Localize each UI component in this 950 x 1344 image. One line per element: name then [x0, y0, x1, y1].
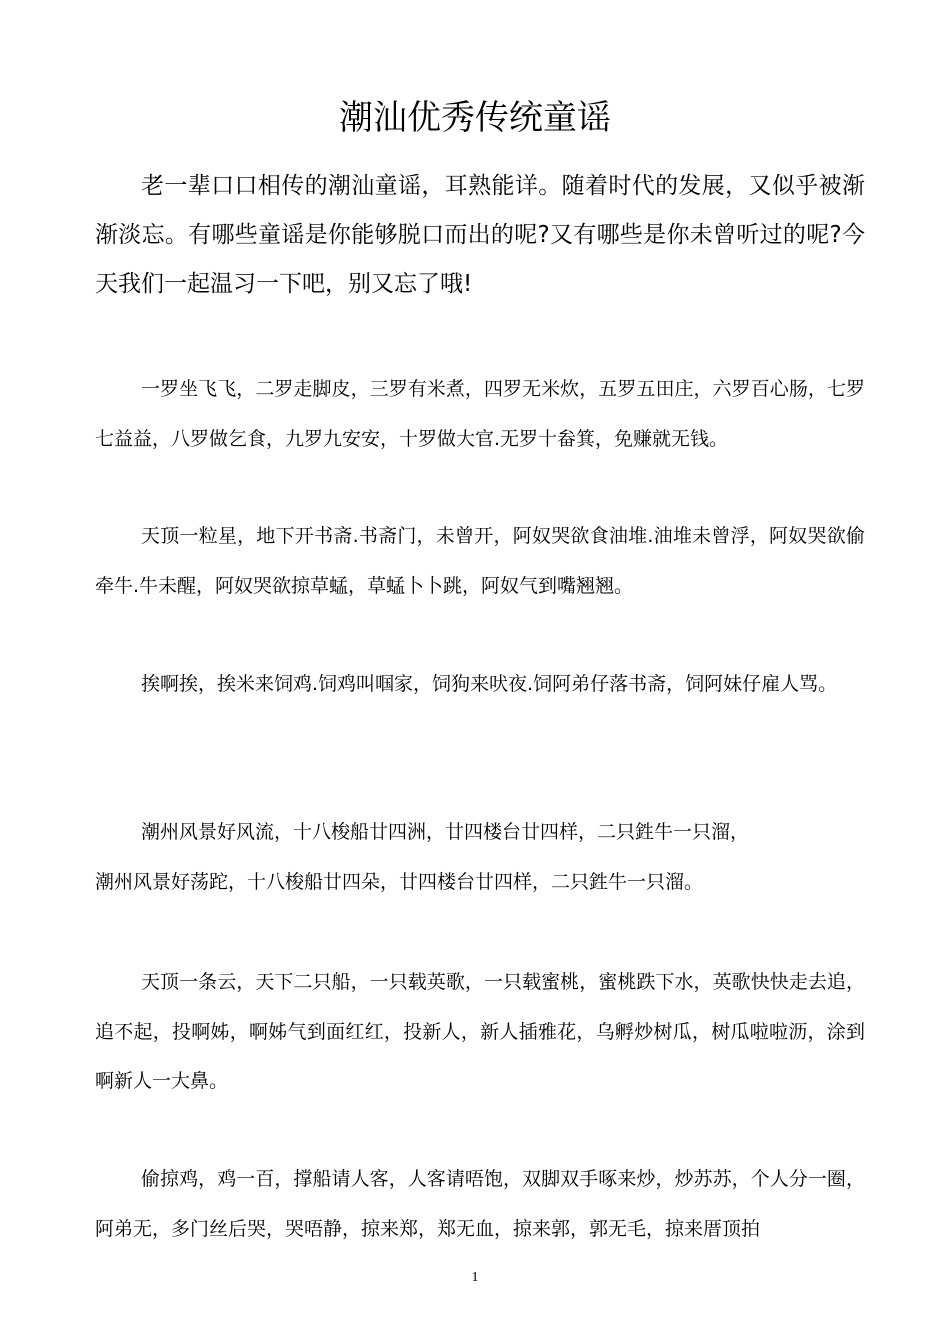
rhyme-paragraph-2: 天顶一粒星，地下开书斋.书斋门，未曾开，阿奴哭欲食油堆.油堆未曾浮，阿奴哭欲偷牵牛.牛未醒，阿奴哭欲掠草蜢，草蜢卜卜跳，阿奴气到嘴翘翘。 [95, 525, 865, 597]
rhyme-paragraph-5: 天顶一条云，天下二只船，一只载英歌，一只载蜜桃，蜜桃跌下水，英歌快快走去追，追不起，投啊姊，啊姊气到面红红，投新人，新人插雅花，乌孵炒树瓜，树瓜啦啦沥，涂到啊新人一大鼻。 [95, 971, 865, 1092]
rhyme-4-line-1: 潮州风景好风流，十八梭船廿四洲，廿四楼台廿四样，二只鉎牛一只溜， [141, 821, 750, 843]
rhyme-paragraph-4 [95, 808, 865, 907]
rhyme-4-line-2: 潮州风景好荡跎，十八梭船廿四朵，廿四楼台廿四样，二只鉎牛一只溜。 [95, 870, 704, 893]
rhyme-paragraph-1: 一罗坐飞飞，二罗走脚皮，三罗有米煮，四罗无米炊，五罗五田庄，六罗百心肠，七罗七益益，八罗做乞食，九罗九安安，十罗做大官.无罗十畚箕，免赚就无钱。 [95, 378, 865, 450]
document-title: 潮汕优秀传统童谣 [339, 98, 611, 138]
intro-paragraph: 老一辈口口相传的潮汕童谣，耳熟能详。随着时代的发展，又似乎被渐渐淡忘。有哪些童谣是你能够脱口而出的呢?又有哪些是你未曾听过的呢?今天我们一起温习一下吧，别又忘了哦! [95, 173, 865, 297]
page-number: 1 [471, 1270, 479, 1285]
rhyme-paragraph-3: 挨啊挨，挨米来饲鸡.饲鸡叫啯家，饲狗来吠夜.饲阿弟仔落书斋，饲阿妹仔雇人骂。 [141, 673, 838, 695]
rhyme-paragraph-6: 偷掠鸡，鸡一百，撑船请人客，人客请唔饱，双脚双手啄来炒，炒苏苏，个人分一圈，阿弟无，多门丝后哭，哭唔静，掠来郑，郑无血，掠来郭，郭无毛，掠来厝顶拍 [95, 1168, 865, 1240]
